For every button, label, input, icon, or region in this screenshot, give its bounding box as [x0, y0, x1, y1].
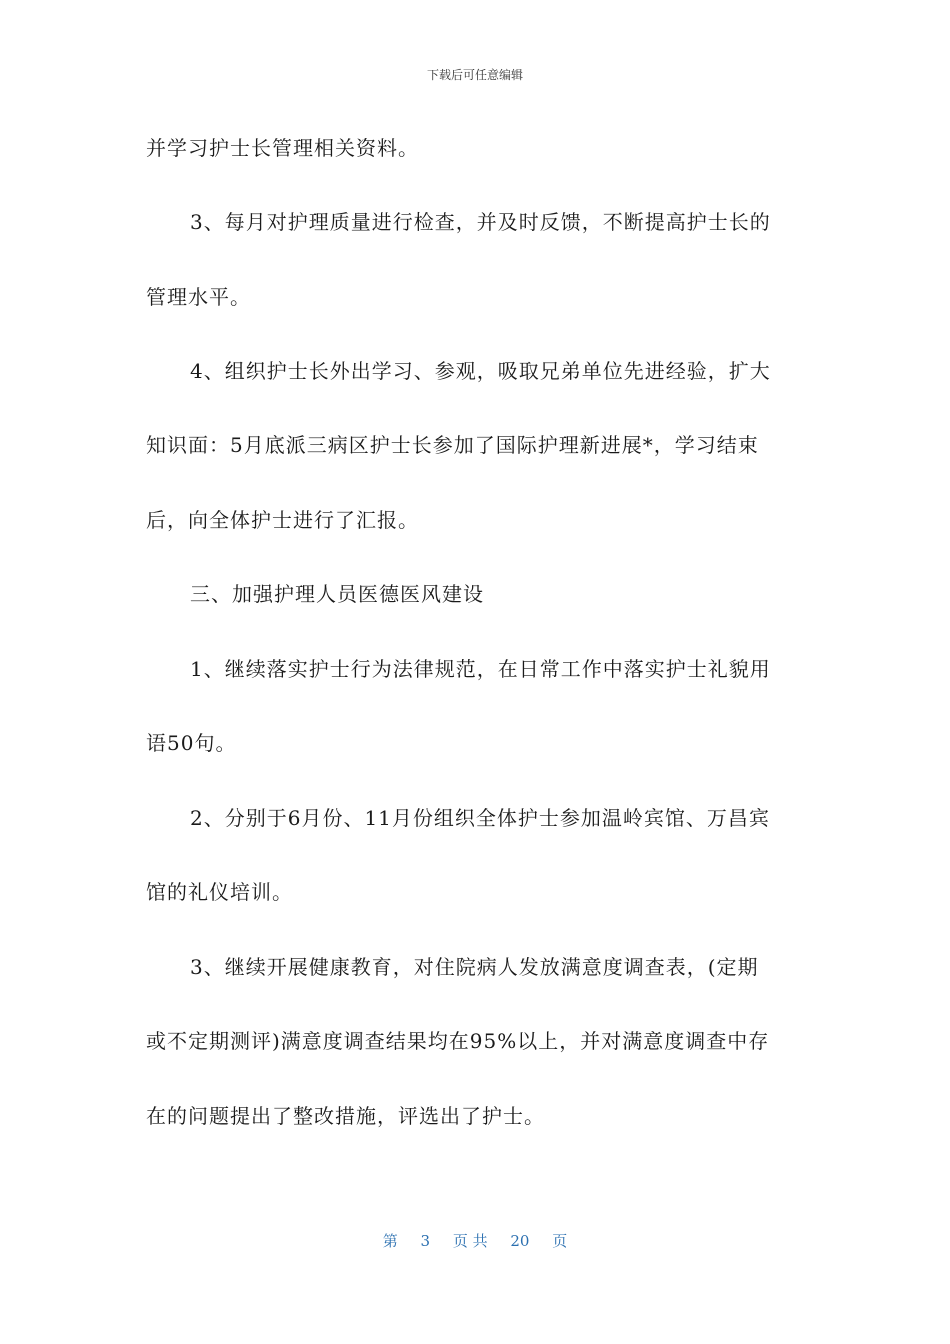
paragraph-line: 管理水平。 [146, 285, 251, 309]
paragraph-line: 或不定期测评)满意度调查结果均在95%以上，并对满意度调查中存 [146, 1029, 770, 1053]
total-pages: 20 [510, 1232, 530, 1250]
paragraph-line: 知识面：5月底派三病区护士长参加了国际护理新进展*，学习结束 [146, 433, 759, 457]
paragraph-line: 4、组织护士长外出学习、参观，吸取兄弟单位先进经验，扩大 [190, 359, 771, 383]
paragraph-line: 3、每月对护理质量进行检查，并及时反馈，不断提高护士长的 [190, 210, 771, 234]
header-note: 下载后可任意编辑 [426, 68, 523, 82]
paragraph-line: 3、继续开展健康教育，对住院病人发放满意度调查表，(定期 [190, 955, 759, 979]
paragraph-line: 在的问题提出了整改措施，评选出了护士。 [146, 1104, 545, 1128]
paragraph-line: 馆的礼仪培训。 [146, 880, 293, 904]
paragraph-line: 1、继续落实护士行为法律规范，在日常工作中落实护士礼貌用 [190, 657, 771, 681]
paragraph-line: 语50句。 [146, 731, 237, 755]
paragraph-line: 并学习护士长管理相关资料。 [146, 136, 419, 160]
page-label-prefix: 第 [382, 1232, 398, 1250]
section-heading: 三、加强护理人员医德医风建设 [190, 582, 484, 606]
page-footer [0, 1230, 950, 1251]
paragraph-line: 后，向全体护士进行了汇报。 [146, 508, 419, 532]
paragraph-line: 2、分别于6月份、11月份组织全体护士参加温岭宾馆、万昌宾 [190, 806, 770, 830]
page-number: 3 [420, 1232, 431, 1250]
page-label-suffix: 页 [552, 1232, 568, 1250]
page-label-middle: 页 共 [452, 1232, 488, 1250]
